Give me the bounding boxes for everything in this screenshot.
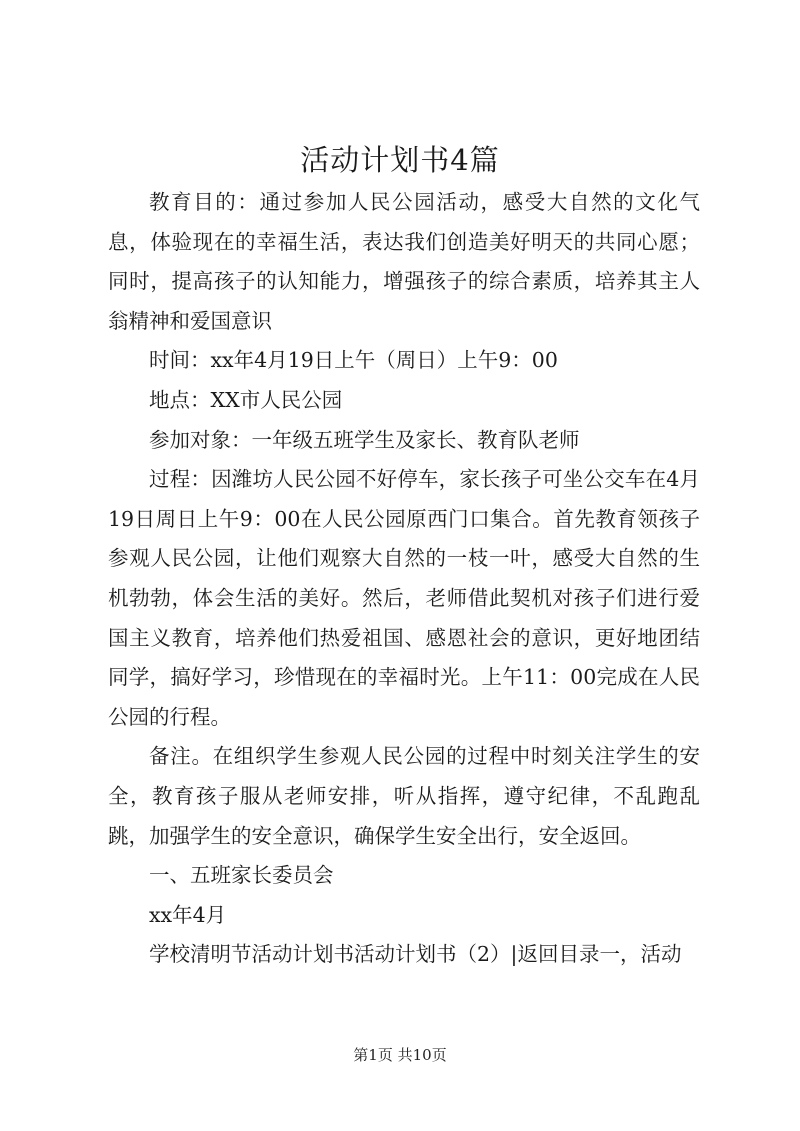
paragraph-notes: 备注。在组织学生参观人民公园的过程中时刻关注学生的安全，教育孩子服从老师安排，听从指挥，遵守纪律，不乱跑乱跳，加强学生的安全意识，确保学生安全出行，安全返回。 [108,744,700,848]
paragraph-next-section: 学校清明节活动计划书活动计划书（2）|返回目录一，活动 [149,942,682,967]
paragraph-participants: 参加对象：一年级五班学生及家长、教育队老师 [149,427,580,452]
page-footer: 第1页 共10页 [353,1046,447,1064]
document-body [108,183,700,975]
paragraph-time: 时间：xx年4月19日上午（周日）上午9：00 [149,348,558,373]
paragraph-date: xx年4月 [149,902,227,927]
paragraph-purpose: 教育目的：通过参加人民公园活动，感受大自然的文化气息，体验现在的幸福生活，表达我们创造美好明天的共同心愿；同时，提高孩子的认知能力，增强孩子的综合素质，培养其主人翁精神和爱国意识 [108,190,700,333]
paragraph-process: 过程：因潍坊人民公园不好停车，家长孩子可坐公交车在4月19日周日上午9：00在人民公园原西门口集合。首先教育领孩子参观人民公园，让他们观察大自然的一枝一叶，感受大自然的生机勃勃，体会生活的美好。然后，老师借此契机对孩子们进行爱国主义教育，培养他们热爱祖国、感恩社会的意识，更好地团结同学，搞好学习，珍惜现在的幸福时光。上午11：00完成在人民公园的行程。 [108,467,700,729]
document-title: 活动计划书4篇 [300,143,500,177]
paragraph-signature: 一、五班家长委员会 [149,863,334,888]
paragraph-location: 地点：XX市人民公园 [149,387,343,412]
